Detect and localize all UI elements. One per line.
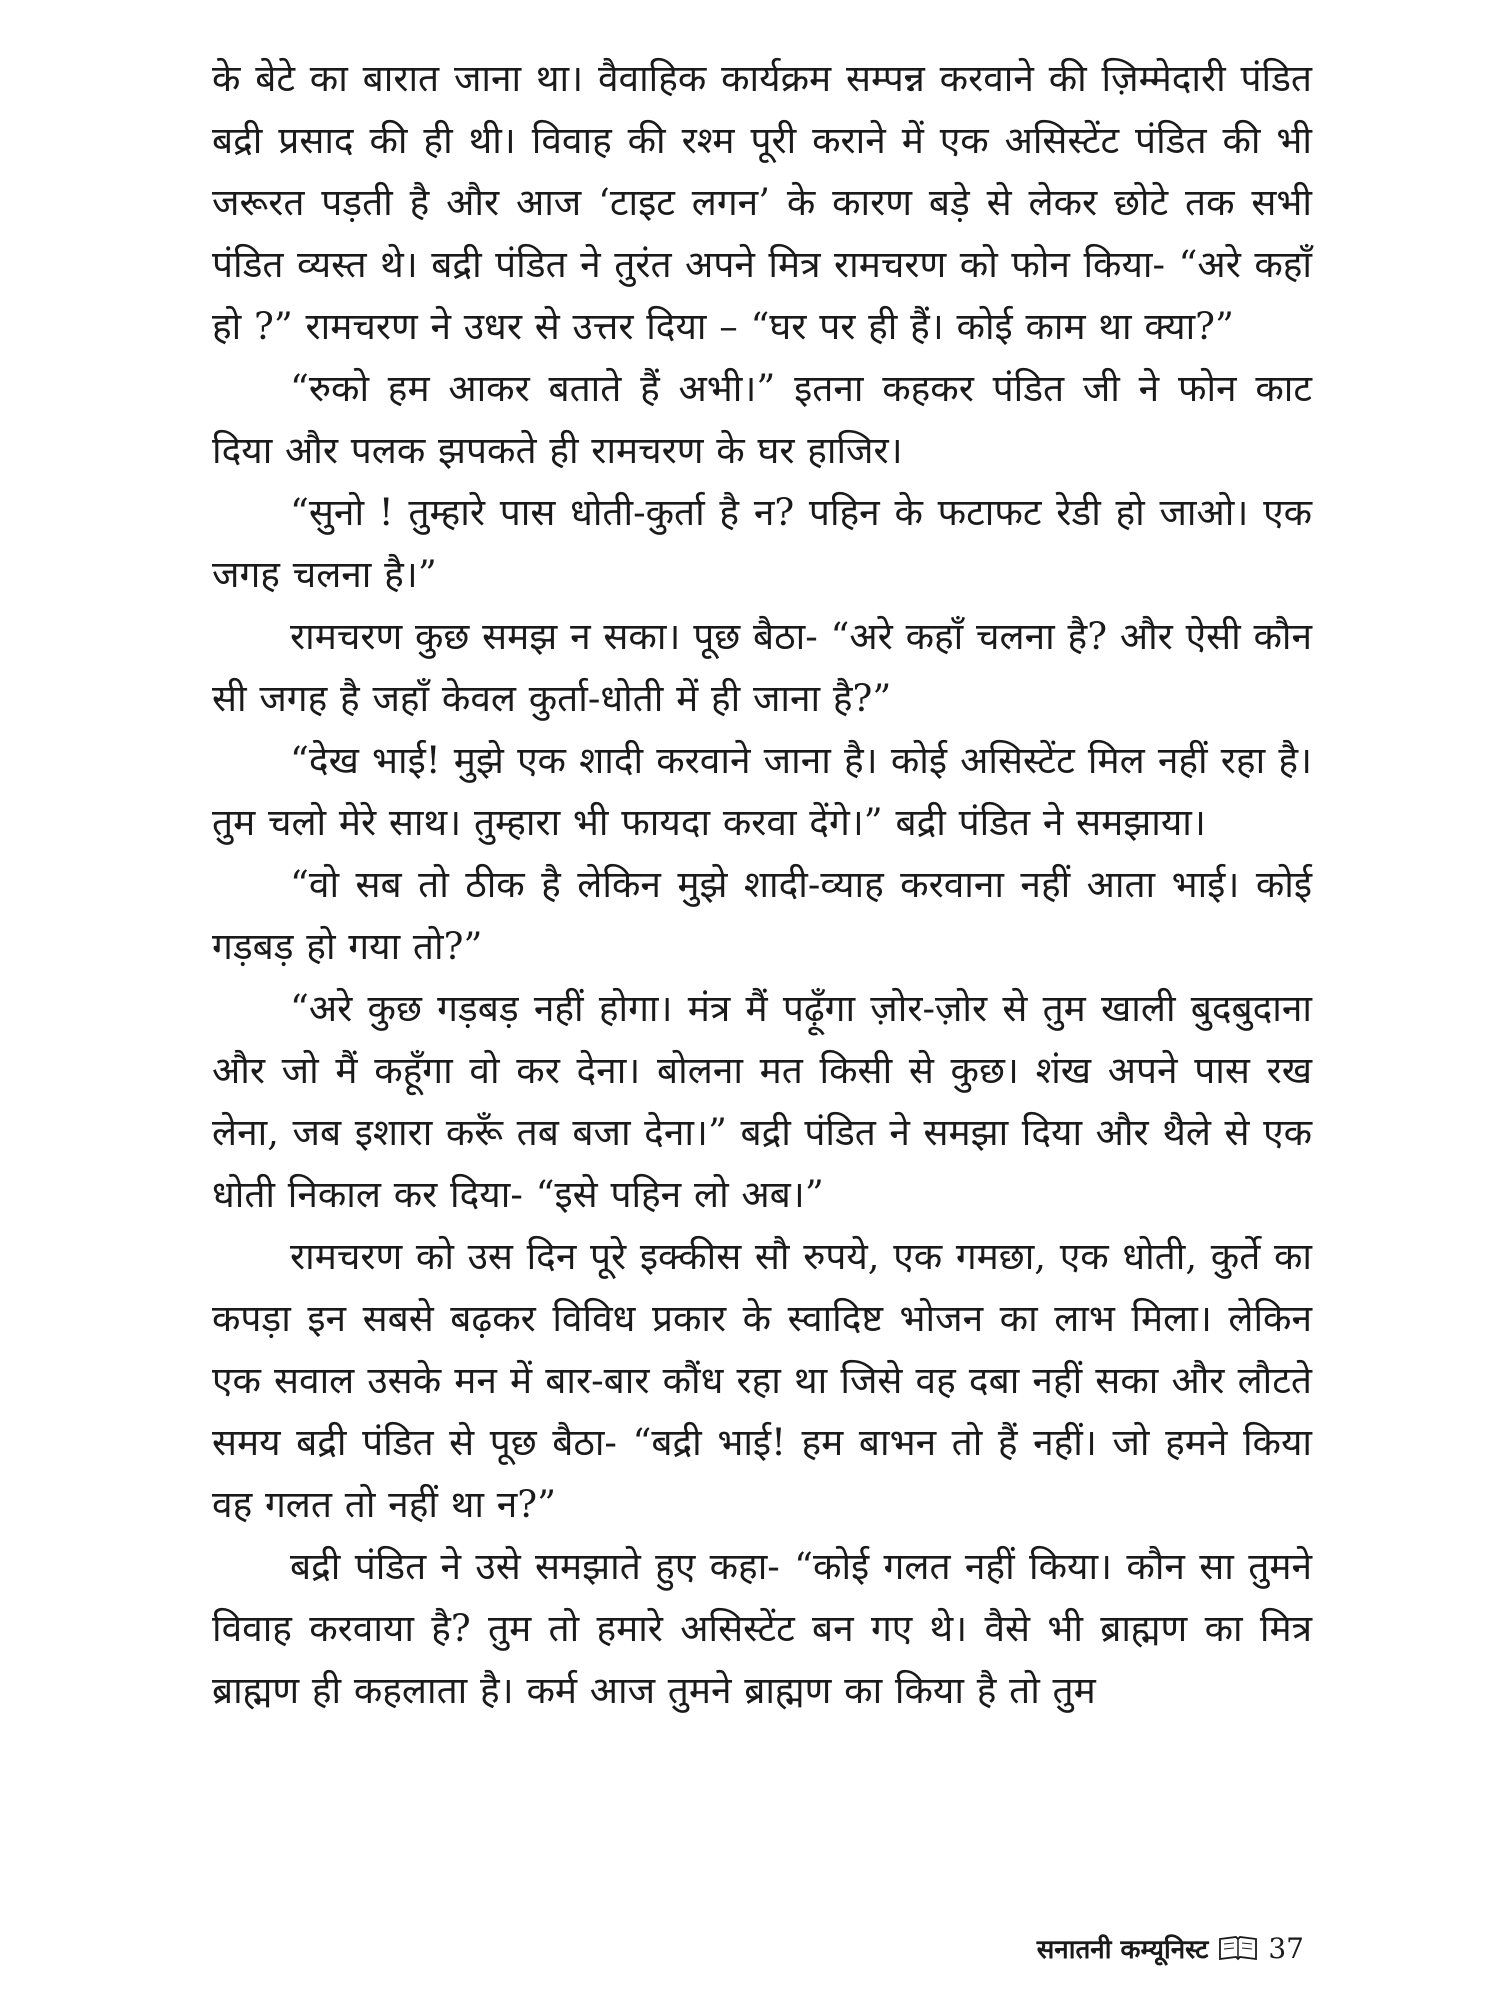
paragraph: “सुनो ! तुम्हारे पास धोती-कुर्ता है न? पहिन के फटाफट रेडी हो जाओ। एक जगह चलना है।”	[212, 491, 1312, 596]
page-body-text	[212, 48, 1312, 1722]
paragraph: रामचरण कुछ समझ न सका। पूछ बैठा- “अरे कहाँ चलना है? और ऐसी कौन सी जगह है जहाँ केवल कुर्ता-धोती में ही जाना है?”	[212, 615, 1312, 720]
book-title: सनातनी कम्यूनिस्ट	[1036, 1935, 1209, 1965]
paragraph: रामचरण को उस दिन पूरे इक्कीस सौ रुपये, एक गमछा, एक धोती, कुर्ते का कपड़ा इन सबसे बढ़कर विविध प्रकार के स्वादिष्ट भोजन का लाभ मिला। लेकिन एक सवाल उसके मन में बार-बार कौंध रहा था जिसे वह दबा नहीं सका और लौटते समय बद्री पंडित से पूछ बैठा- “बद्री भाई! हम बाभन तो हैं नहीं। जो हमने किया वह गलत तो नहीं था न?”	[212, 1235, 1312, 1526]
paragraph: “रुको हम आकर बताते हैं अभी।” इतना कहकर पंडित जी ने फोन काट दिया और पलक झपकते ही रामचरण के घर हाजिर।	[212, 367, 1312, 472]
paragraph: “देख भाई! मुझे एक शादी करवाने जाना है। कोई असिस्टेंट मिल नहीं रहा है। तुम चलो मेरे साथ। तुम्हारा भी फायदा करवा देंगे।” बद्री पंडित ने समझाया।	[212, 739, 1312, 844]
paragraph: “अरे कुछ गड़बड़ नहीं होगा। मंत्र मैं पढ़ूँगा ज़ोर-ज़ोर से तुम खाली बुदबुदाना और जो मैं कहूँगा वो कर देना। बोलना मत किसी से कुछ। शंख अपने पास रख लेना, जब इशारा करूँ तब बजा देना।” बद्री पंडित ने समझा दिया और थैले से एक धोती निकाल कर दिया- “इसे पहिन लो अब।”	[212, 987, 1312, 1216]
page-number: 37	[1268, 1931, 1304, 1965]
page-footer	[1037, 1928, 1304, 1968]
paragraph-continued: के बेटे का बारात जाना था। वैवाहिक कार्यक्रम सम्पन्न करवाने की ज़िम्मेदारी पंडित बद्री प्रसाद की ही थी। विवाह की रश्म पूरी कराने में एक असिस्टेंट पंडित की भी जरूरत पड़ती है और आज ‘टाइट लगन’ के कारण बड़े से लेकर छोटे तक सभी पंडित व्यस्त थे। बद्री पंडित ने तुरंत अपने मित्र रामचरण को फोन किया- “अरे कहाँ हो ?” रामचरण ने उधर से उत्तर दिया – “घर पर ही हैं। कोई काम था क्या?”	[212, 57, 1312, 348]
book-icon	[1218, 1934, 1258, 1962]
paragraph: “वो सब तो ठीक है लेकिन मुझे शादी-व्याह करवाना नहीं आता भाई। कोई गड़बड़ हो गया तो?”	[212, 863, 1312, 968]
paragraph: बद्री पंडित ने उसे समझाते हुए कहा- “कोई गलत नहीं किया। कौन सा तुमने विवाह करवाया है? तुम तो हमारे असिस्टेंट बन गए थे। वैसे भी ब्राह्मण का मित्र ब्राह्मण ही कहलाता है। कर्म आज तुमने ब्राह्मण का किया है तो तुम	[212, 1545, 1312, 1712]
